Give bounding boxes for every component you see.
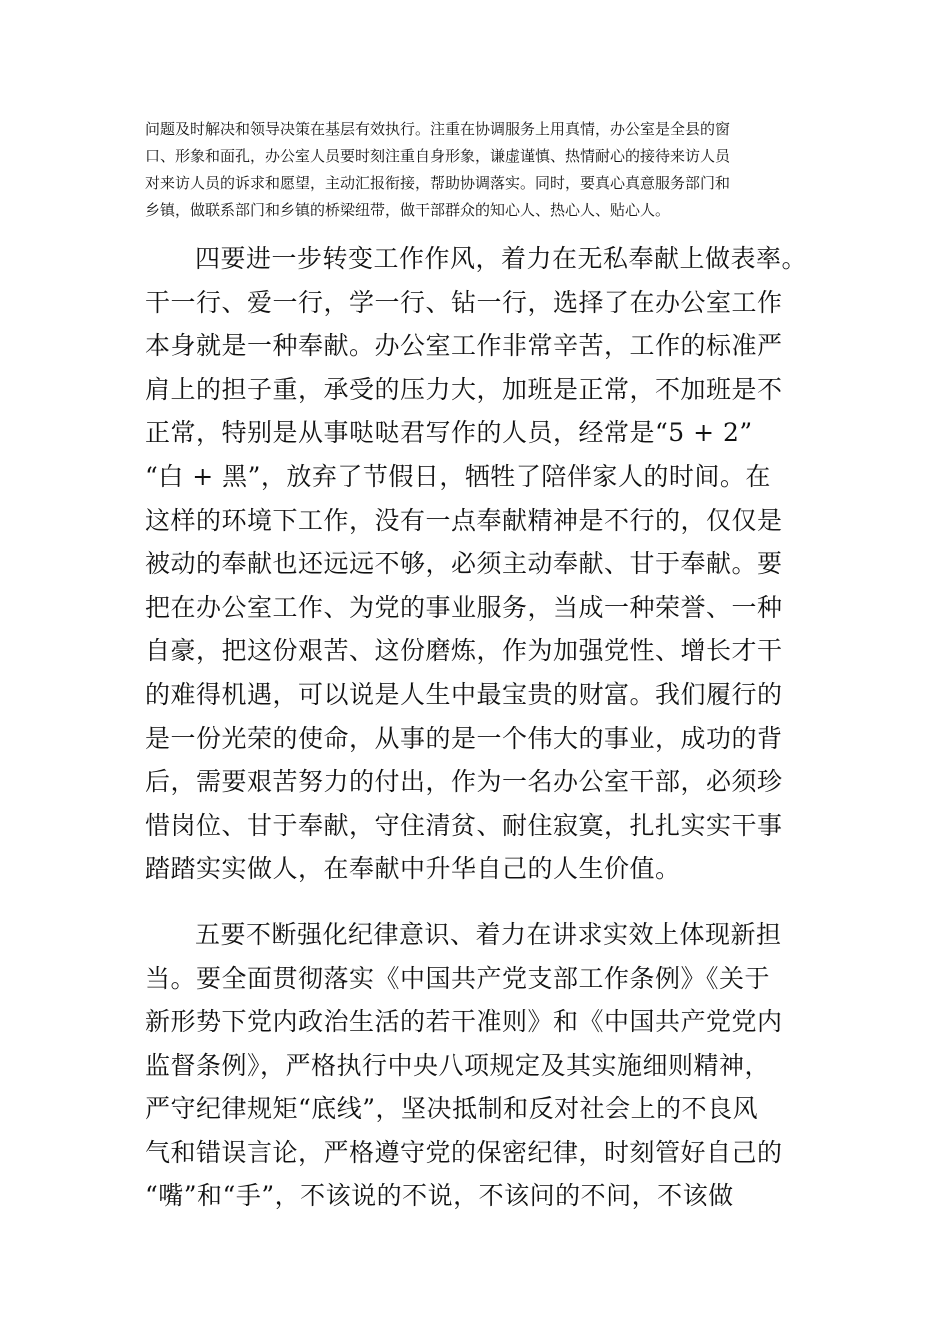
paragraph-spacer — [145, 891, 825, 913]
paragraph-heading-line: 五要不断强化纪律意识、着力在讲求实效上体现新担 — [195, 919, 782, 949]
body-text — [145, 237, 825, 1218]
text-line: 肩上的担子重，承受的压力大，加班是正常，不加班是不 — [145, 374, 783, 404]
text-line: 气和错误言论，严格遵守党的保密纪律，时刻管好自己的 — [145, 1137, 783, 1167]
section-five-paragraph — [145, 913, 825, 1218]
text-line: 是一份光荣的使命，从事的是一个伟大的事业，成功的背 — [145, 723, 783, 753]
text-line: 乡镇，做联系部门和乡镇的桥梁纽带，做干部群众的知心人、热心人、贴心人。 — [145, 201, 671, 219]
text-line: 新形势下党内政治生活的若干准则》和《中国共产党党内 — [145, 1007, 783, 1037]
text-line: 当。要全面贯彻落实《中国共产党支部工作条例》《关于 — [145, 963, 771, 993]
section-four-paragraph — [145, 237, 825, 891]
text-line: “白 + 黑”，放弃了节假日，牺牲了陪伴家人的时间。在 — [145, 461, 771, 491]
text-line: 的难得机遇，可以说是人生中最宝贵的财富。我们履行的 — [145, 679, 783, 709]
text-line: 监督条例》，严格执行中央八项规定及其实施细则精神， — [145, 1050, 771, 1080]
text-line: 正常，特别是从事哒哒君写作的人员，经常是“5 + 2” — [145, 418, 753, 448]
text-line: 踏踏实实做人，在奉献中升华自己的人生价值。 — [145, 854, 681, 884]
text-line: 被动的奉献也还远远不够，必须主动奉献、甘于奉献。要 — [145, 549, 783, 579]
intro-paragraph — [145, 116, 815, 224]
text-line: “嘴”和“手”，不该说的不说，不该问的不问，不该做 — [145, 1181, 734, 1211]
text-line: 口、形象和面孔，办公室人员要时刻注重自身形象，谦虚谨慎、热情耐心的接待来访人员 — [145, 147, 731, 165]
text-line: 把在办公室工作、为党的事业服务，当成一种荣誉、一种 — [145, 592, 783, 622]
text-line: 严守纪律规矩“底线”，坚决抵制和反对社会上的不良风 — [145, 1094, 759, 1124]
text-line: 干一行、爱一行，学一行、钻一行，选择了在办公室工作 — [145, 287, 783, 317]
text-line: 自豪，把这份艰苦、这份磨炼，作为加强党性、增长才干 — [145, 636, 783, 666]
text-line: 这样的环境下工作，没有一点奉献精神是不行的，仅仅是 — [145, 505, 783, 535]
text-line: 对来访人员的诉求和愿望，主动汇报衔接，帮助协调落实。同时，要真心真意服务部门和 — [145, 174, 731, 192]
text-line: 惜岗位、甘于奉献，守住清贫、耐住寂寞，扎扎实实干事 — [145, 810, 783, 840]
text-line: 本身就是一种奉献。办公室工作非常辛苦，工作的标准严 — [145, 331, 783, 361]
text-line: 后，需要艰苦努力的付出，作为一名办公室干部，必须珍 — [145, 767, 783, 797]
paragraph-heading-line: 四要进一步转变工作作风，着力在无私奉献上做表率。 — [195, 244, 808, 273]
text-line: 问题及时解决和领导决策在基层有效执行。注重在协调服务上用真情，办公室是全县的窗 — [145, 120, 731, 138]
